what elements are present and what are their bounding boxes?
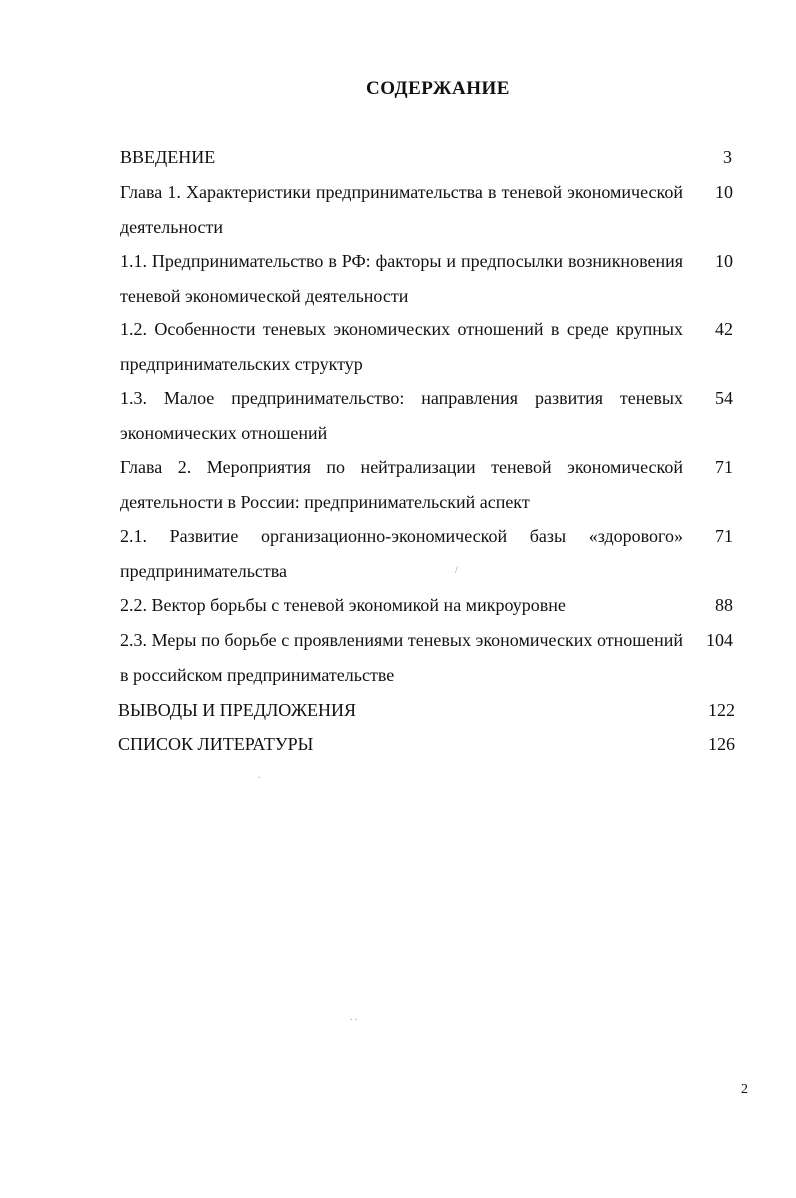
toc-entry-page: 3 [723, 147, 732, 167]
toc-entry-title: ВЫВОДЫ И ПРЕДЛОЖЕНИЯ [118, 700, 356, 720]
toc-entry-title: 1.3. Малое предпринимательство: направления развития теневых экономических отношений [120, 388, 683, 443]
scan-mark: . [258, 770, 261, 781]
toc-entry-page: 10 [715, 251, 733, 271]
page-title: СОДЕРЖАНИЕ [366, 78, 510, 99]
page-number: 2 [741, 1082, 748, 1097]
toc-entry-title: Глава 2. Мероприятия по нейтрализации теневой экономической деятельности в России: предпринимательский аспект [120, 457, 683, 512]
scan-mark: . . [350, 1012, 358, 1023]
toc-entry-title: 1.2. Особенности теневых экономических отношений в среде крупных предпринимательских структур [120, 319, 683, 374]
toc-entry-title: СПИСОК ЛИТЕРАТУРЫ [118, 734, 314, 754]
toc-entry-title: 2.1. Развитие организационно-экономической базы «здорового» предпринимательства [120, 526, 683, 581]
toc-entry-title: 2.2. Вектор борьбы с теневой экономикой на микроуровне [120, 595, 566, 615]
toc-entry-page: 88 [715, 595, 733, 615]
toc-entry-page: 122 [708, 700, 735, 720]
toc-entry-page: 54 [715, 388, 733, 408]
toc-entry-title: ВВЕДЕНИЕ [120, 147, 216, 167]
toc-entry-page: 71 [715, 526, 733, 546]
toc-entry-title: Глава 1. Характеристики предпринимательства в теневой экономической деятельности [120, 182, 683, 237]
toc-entry-title: 1.1. Предпринимательство в РФ: факторы и предпосылки возникновения теневой экономической деятельности [120, 251, 683, 306]
scan-mark: / [455, 565, 458, 576]
toc-entry-page: 10 [715, 182, 733, 202]
toc-entry-page: 104 [706, 630, 733, 650]
toc-entry-page: 71 [715, 457, 733, 477]
toc-entry-title: 2.3. Меры по борьбе с проявлениями теневых экономических отношений в российском предпринимательстве [120, 630, 683, 685]
toc-entry-page: 42 [715, 319, 733, 339]
toc-entry-page: 126 [708, 734, 735, 754]
